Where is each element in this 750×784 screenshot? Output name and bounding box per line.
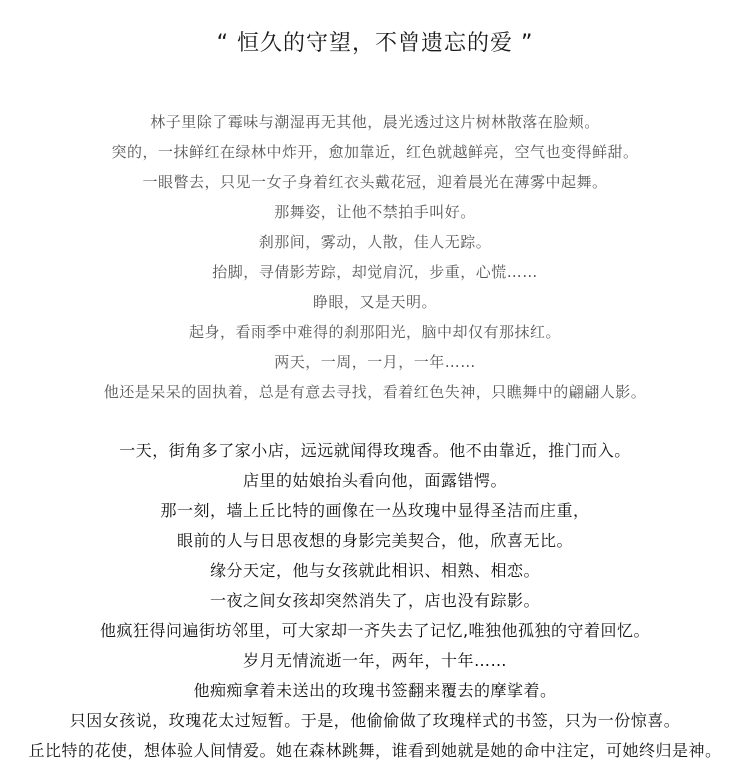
text-line: 一天，街角多了家小店，远远就闻得玫瑰香。他不由靠近，推门而入。 bbox=[119, 441, 631, 460]
text-line: 刹那间，雾动，人散，佳人无踪。 bbox=[258, 233, 492, 251]
text-line: 睁眼，又是天明。 bbox=[312, 293, 437, 311]
text-line: 那一刻，墙上丘比特的画像在一丛玫瑰中显得圣洁而庄重， bbox=[160, 501, 590, 520]
text-line: 眼前的人与日思夜想的身影完美契合，他，欣喜无比。 bbox=[176, 531, 573, 550]
text-line: 他疯狂得问遍街坊邻里，可大家却一齐失去了记忆,唯独他孤独的守着回忆。 bbox=[99, 621, 651, 640]
text-line: 那舞姿，让他不禁拍手叫好。 bbox=[274, 203, 476, 221]
text-line: 一夜之间女孩却突然消失了，店也没有踪影。 bbox=[209, 591, 540, 610]
text-line: 两天，一周，一月，一年…… bbox=[274, 353, 476, 371]
text-line: 只因女孩说，玫瑰花太过短暂。于是，他偷偷做了玫瑰样式的书签，只为一份惊喜。 bbox=[69, 711, 681, 730]
text-line: 岁月无情流逝一年，两年，十年…… bbox=[242, 651, 507, 670]
text-line: 抬脚，寻倩影芳踪，却觉肩沉，步重，心慌…… bbox=[212, 263, 538, 281]
paragraph-dream bbox=[0, 107, 750, 407]
text-line: 缘分天定，他与女孩就此相识、相熟、相恋。 bbox=[209, 561, 540, 580]
text-line: 突的，一抹鲜红在绿林中炸开，愈加靠近，红色就越鲜亮，空气也变得鲜甜。 bbox=[111, 143, 639, 161]
text-line: 他还是呆呆的固执着，总是有意去寻找，看着红色失神，只瞧舞中的翩翩人影。 bbox=[103, 383, 647, 401]
text-line: 一眼瞥去，只见一女子身着红衣头戴花冠，迎着晨光在薄雾中起舞。 bbox=[142, 173, 608, 191]
text-line: 他痴痴拿着未送出的玫瑰书签翻来覆去的摩挲着。 bbox=[193, 681, 557, 700]
paragraph-story bbox=[0, 436, 750, 766]
text-line: 林子里除了霉味与潮湿再无其他，晨光透过这片树林散落在脸颊。 bbox=[150, 113, 600, 131]
article-title: “ 恒久的守望，不曾遗忘的爱 ” bbox=[216, 31, 534, 56]
text-line: 店里的姑娘抬头看向他，面露错愕。 bbox=[242, 471, 507, 490]
text-line: 丘比特的花使，想体验人间情爱。她在森林跳舞，谁看到她就是她的命中注定，可她终归是神。 bbox=[28, 741, 722, 760]
text-line: 起身，看雨季中难得的刹那阳光，脑中却仅有那抹红。 bbox=[188, 323, 561, 341]
